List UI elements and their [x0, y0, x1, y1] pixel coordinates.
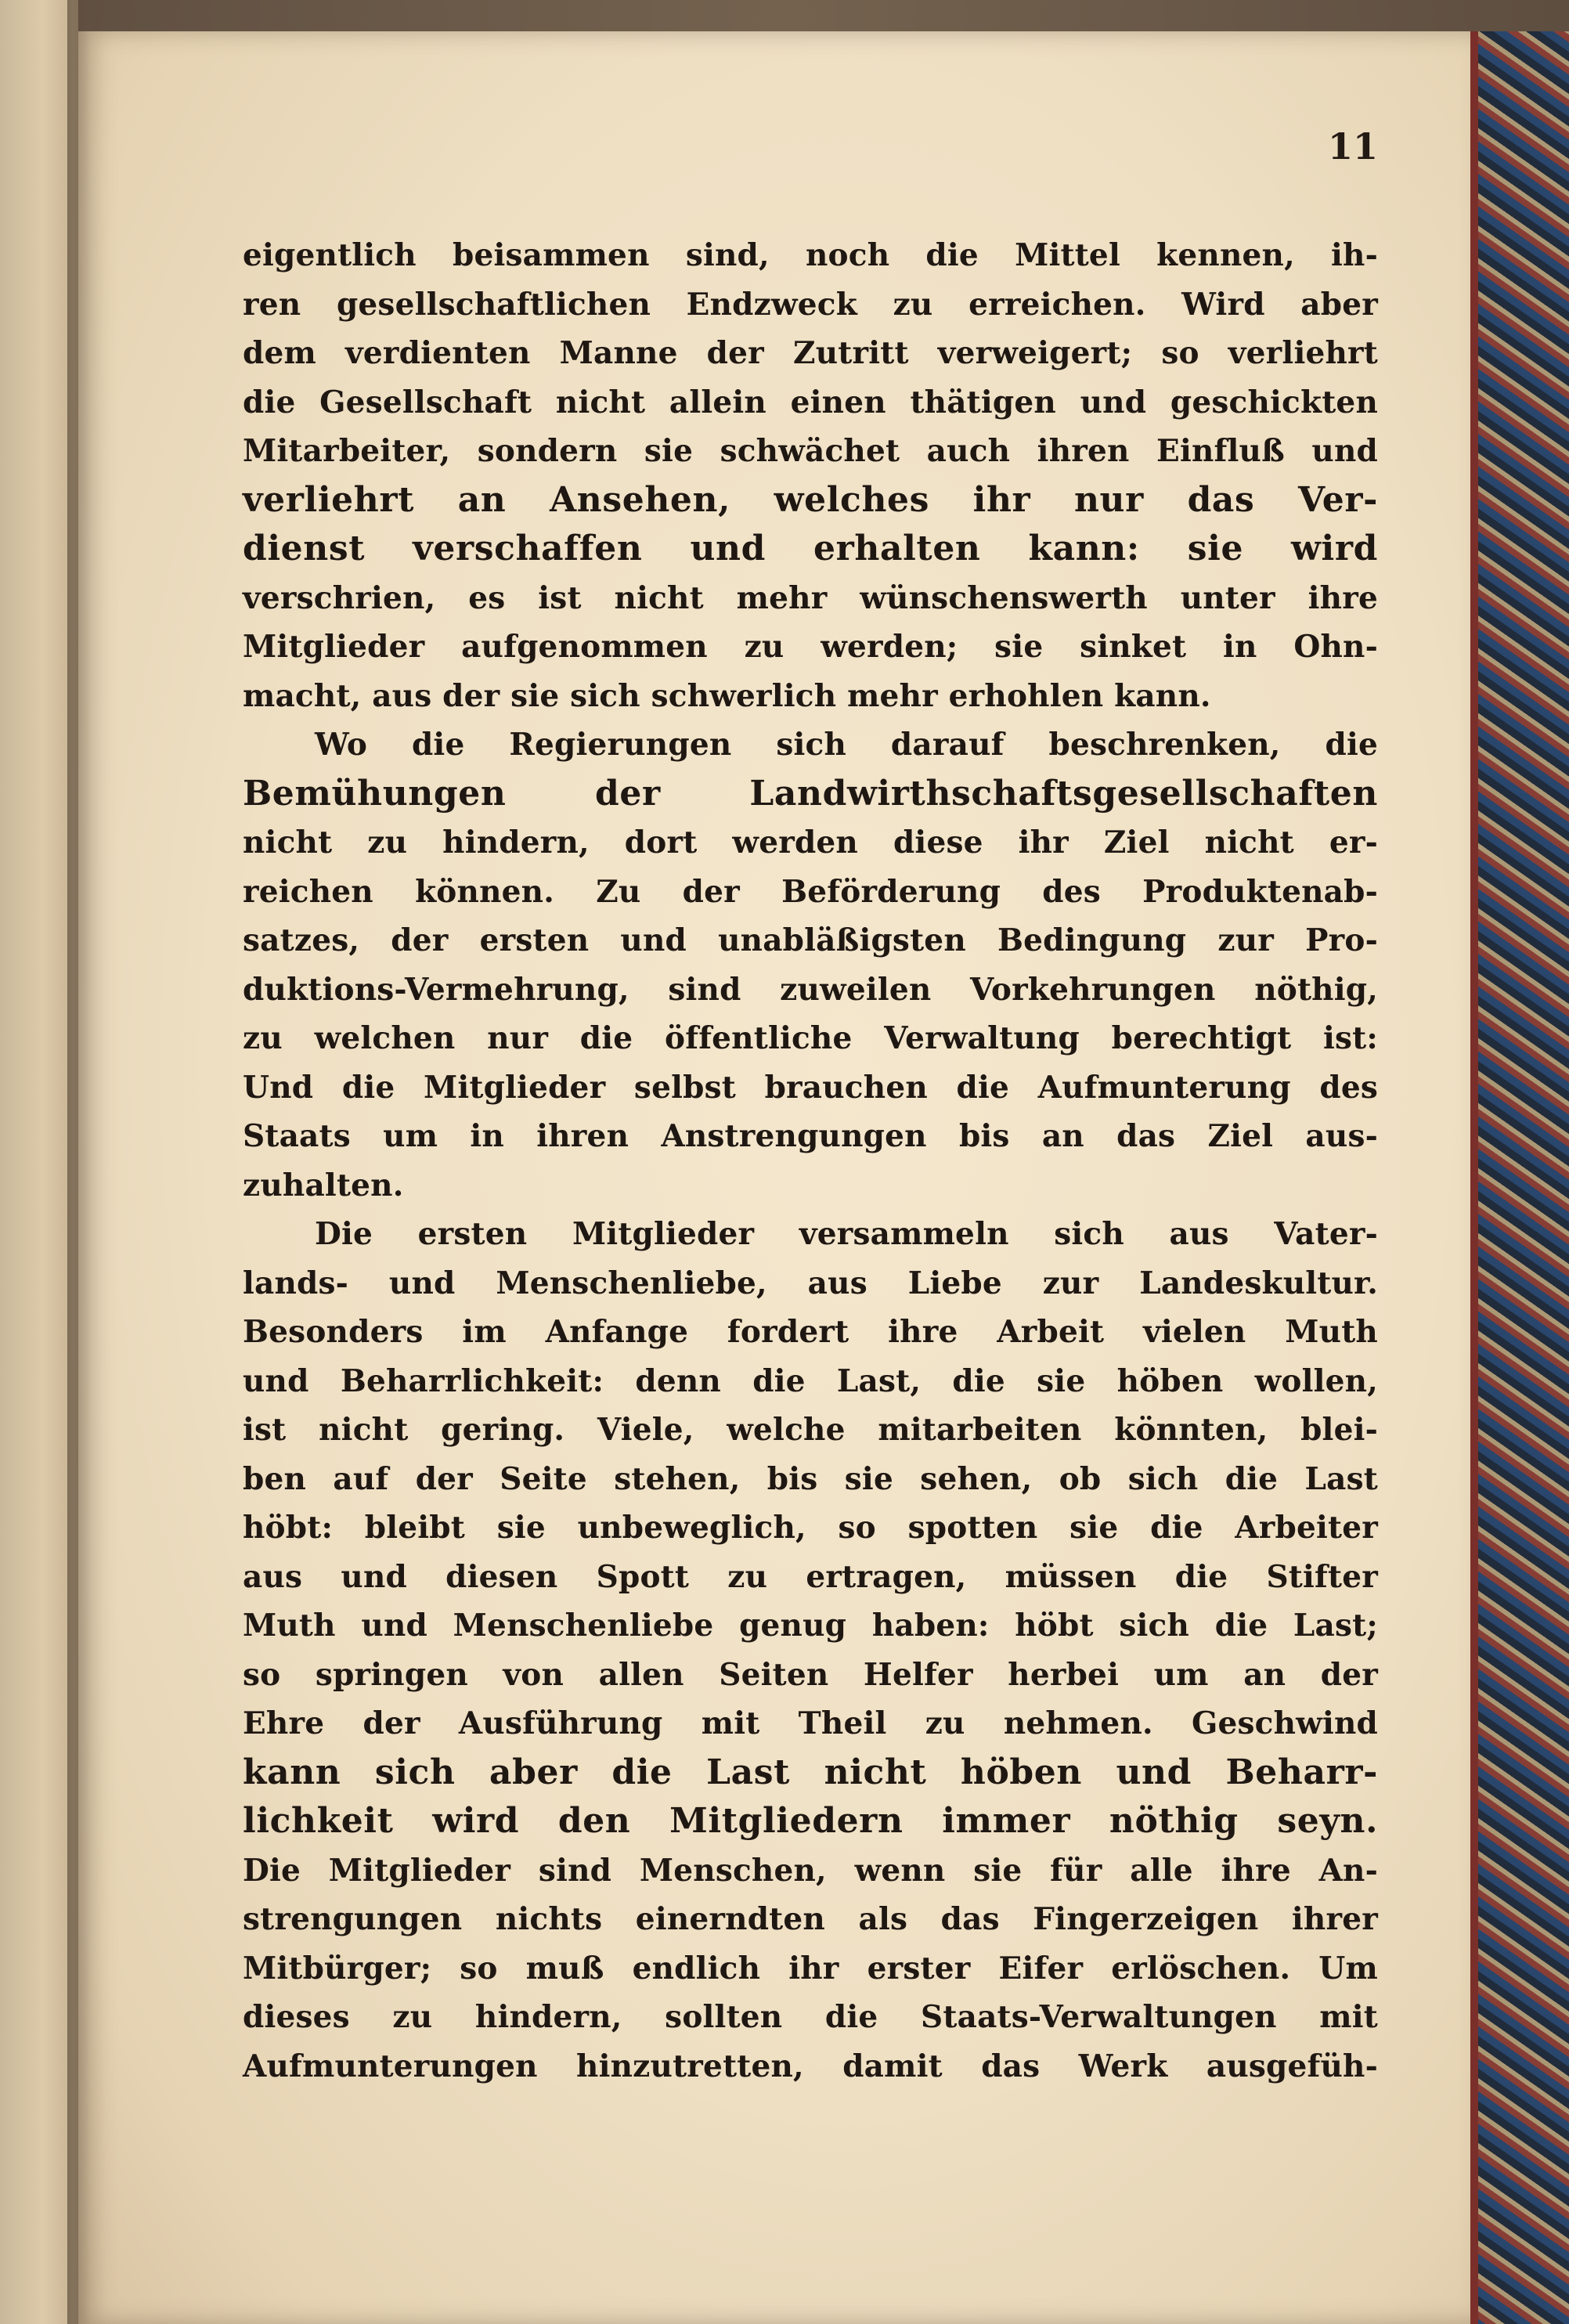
body-text [243, 231, 1378, 2091]
text-line: Die Mitglieder sind Menschen, wenn sie für alle ihre An- [243, 1852, 1378, 1889]
text-line: zuhalten. [243, 1167, 404, 1204]
page-number: 11 [1327, 125, 1378, 168]
text-line: duktions-Vermehrung, sind zuweilen Vorkehrungen nöthig, [243, 971, 1378, 1008]
text-line: Ehre der Ausführung mit Theil zu nehmen. Geschwind [243, 1705, 1378, 1741]
book-page [78, 31, 1470, 2324]
text-line: Aufmunterungen hinzutretten, damit das Werk ausgefüh- [243, 2048, 1378, 2084]
text-line: kann sich aber die Last nicht höben und Beharr- [243, 1752, 1378, 1792]
text-line: dem verdienten Manne der Zutritt verweigert; so verliehrt [243, 335, 1378, 371]
text-line: lands- und Menschenliebe, aus Liebe zur Landeskultur. [243, 1265, 1378, 1301]
text-line: Die ersten Mitglieder versammeln sich aus Vater- [315, 1216, 1378, 1252]
text-line: Besonders im Anfange fordert ihre Arbeit vielen Muth [243, 1314, 1378, 1350]
text-line: die Gesellschaft nicht allein einen thätigen und geschickten [243, 384, 1378, 420]
text-line: reichen können. Zu der Beförderung des Produktenab- [243, 873, 1378, 910]
text-line: nicht zu hindern, dort werden diese ihr Ziel nicht er- [243, 825, 1378, 861]
text-line: Mitglieder aufgenommen zu werden; sie sinket in Ohn- [243, 629, 1378, 665]
binding-gutter-shadow [67, 0, 91, 2324]
text-line: dieses zu hindern, sollten die Staats-Verwaltungen mit [243, 1999, 1378, 2035]
text-line: aus und diesen Spott zu ertragen, müssen die Stifter [243, 1558, 1378, 1595]
text-line: ren gesellschaftlichen Endzweck zu erreichen. Wird aber [243, 286, 1378, 323]
text-line: Muth und Menschenliebe genug haben: höbt sich die Last; [243, 1608, 1378, 1644]
text-line: Staats um in ihren Anstrengungen bis an das Ziel aus- [243, 1118, 1378, 1154]
marbled-endpaper [1472, 31, 1569, 2324]
text-line: zu welchen nur die öffentliche Verwaltung berechtigt ist: [243, 1020, 1378, 1056]
text-line: lichkeit wird den Mitgliedern immer nöthig seyn. [243, 1801, 1378, 1841]
text-line: ist nicht gering. Viele, welche mitarbeiten könnten, blei- [243, 1412, 1378, 1448]
text-line: satzes, der ersten und unabläßigsten Bedingung zur Pro- [243, 922, 1378, 958]
text-line: Wo die Regierungen sich darauf beschrenken, die [315, 727, 1378, 763]
text-line: ben auf der Seite stehen, bis sie sehen, ob sich die Last [243, 1460, 1378, 1497]
text-line: dienst verschaffen und erhalten kann: sie wird [243, 529, 1378, 568]
text-line: Mitbürger; so muß endlich ihr erster Eifer erlöschen. Um [243, 1950, 1378, 1987]
text-line: macht, aus der sie sich schwerlich mehr erhohlen kann. [243, 677, 1211, 714]
text-line: verschrien, es ist nicht mehr wünschenswerth unter ihre [243, 579, 1378, 616]
previous-page-edge [0, 0, 78, 2324]
text-line: und Beharrlichkeit: denn die Last, die sie höben wollen, [243, 1362, 1378, 1399]
text-line: verliehrt an Ansehen, welches ihr nur das Ver- [243, 479, 1378, 520]
text-line: eigentlich beisammen sind, noch die Mittel kennen, ih- [243, 237, 1378, 273]
text-line: höbt: bleibt sie unbeweglich, so spotten sie die Arbeiter [243, 1510, 1378, 1546]
text-line: Mitarbeiter, sondern sie schwächet auch ihren Einfluß und [243, 433, 1378, 469]
text-line: strengungen nichts einerndten als das Fingerzeigen ihrer [243, 1901, 1378, 1937]
text-line: Bemühungen der Landwirthschaftsgesellschaften [243, 773, 1378, 814]
text-line: Und die Mitglieder selbst brauchen die Aufmunterung des [243, 1069, 1378, 1106]
text-line: so springen von allen Seiten Helfer herbei um an der [243, 1656, 1378, 1693]
